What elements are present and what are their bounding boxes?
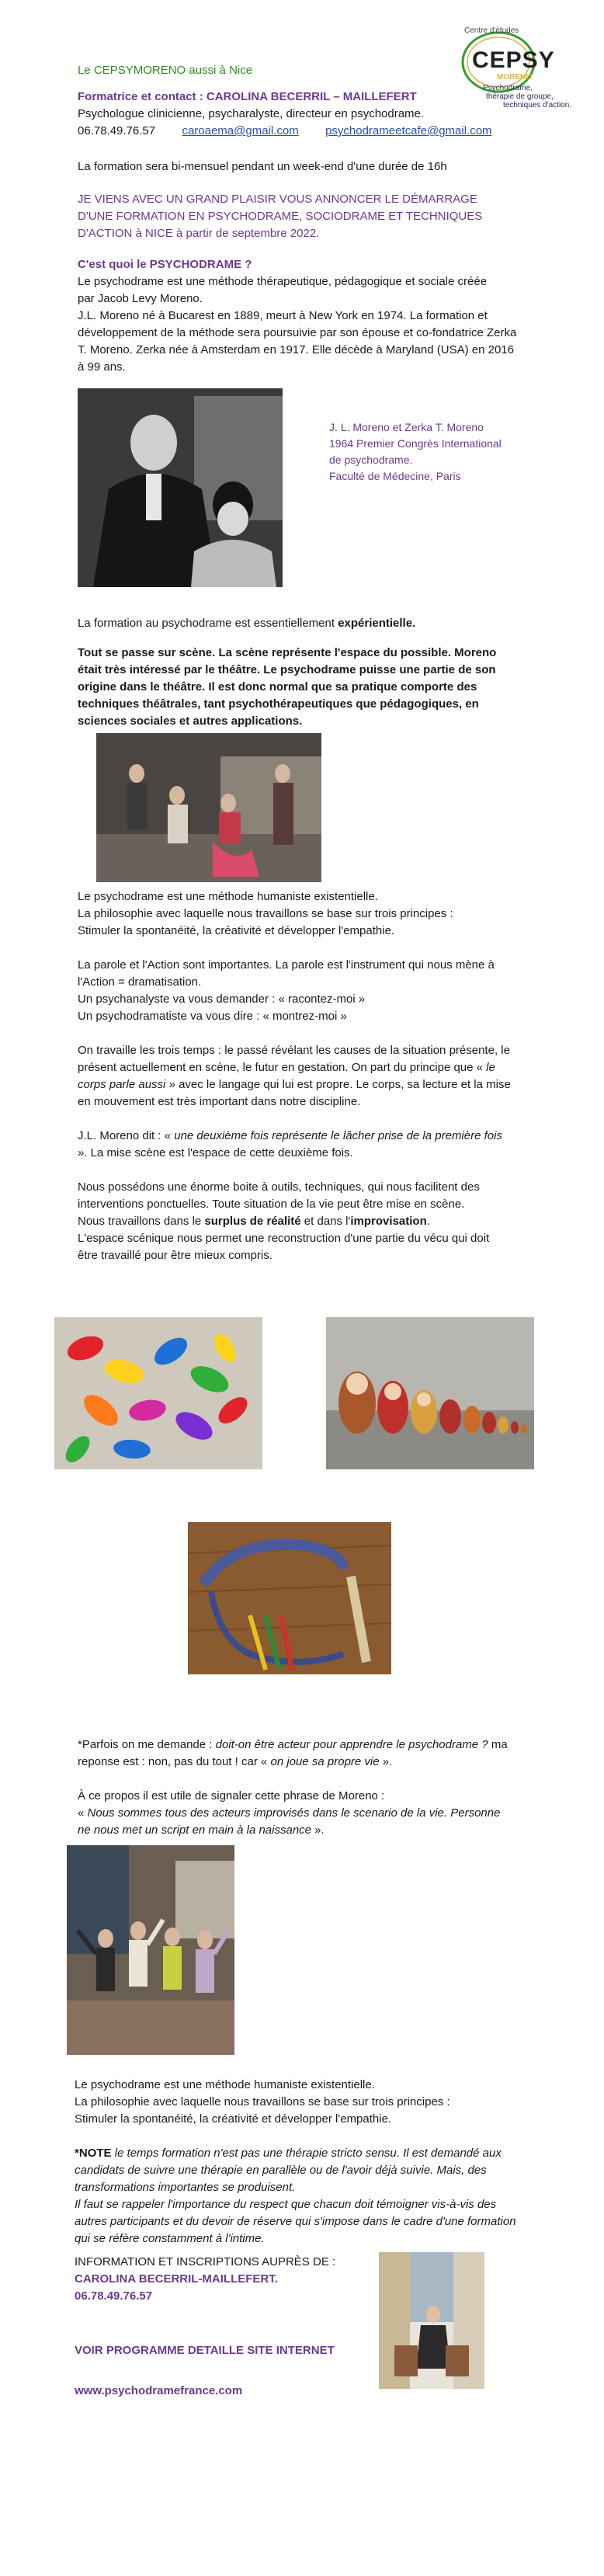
profession-line: Psychologue clinicienne, psycharalyste, directeur en psychodrame. (78, 107, 425, 120)
footer-info: INFORMATION ET INSCRIPTIONS AUPRÈS DE : (75, 2255, 336, 2268)
site-line: Le CEPSYMORENO aussi à Nice (78, 64, 253, 77)
footer-name: CAROLINA BECERRIL-MAILLEFERT. (75, 2272, 278, 2286)
photo-matryoshka-dolls (326, 1317, 534, 1469)
method2-line-1: Le psychodrame est une méthode humaniste existentielle. (75, 2078, 375, 2091)
method2-line-3: Stimuler la spontanéité, la créativité et développer l'empathie. (75, 2112, 392, 2126)
method-line-1: Le psychodrame est une méthode humaniste existentielle. (78, 890, 378, 903)
email-link-1[interactable]: caroaema@gmail.com (182, 124, 299, 137)
logo-top-text: Centre d'études (464, 26, 519, 35)
program-link[interactable]: VOIR PROGRAMME DETAILLE SITE INTERNET (75, 2344, 335, 2357)
photo-workshop-scene (96, 733, 321, 882)
cepsy-logo (458, 22, 574, 112)
logo-big-text: CEPSY (472, 47, 555, 73)
three-times-paragraph: On travaille les trois temps : le passé révélant les causes de la situation présente, le présent actuellement en scène, le futur en gestation. On part du principe que « le corps parle aussi » avec le langage qui lui est propre. Le corps, sa lecture et la mise en mouvement est très important dans notre discipline. (78, 1044, 511, 1108)
photo-group-dancing (67, 1845, 234, 2055)
photo-caption-1: J. L. Moreno et Zerka T. Moreno 1964 Premier Congrès International de psychodrame. Faculté de Médecine, Paris (329, 421, 502, 482)
photo-fabrics-floor (188, 1522, 391, 1674)
word-action-paragraph: La parole et l'Action sont importantes. La parole est l'instrument qui nous mène à l'Action = dramatisation. (78, 958, 495, 989)
analyst-line: Un psychanalyste va vous demander : « racontez-moi » (78, 993, 366, 1006)
experiential-line: La formation au psychodrame est essentiellement expérientielle. (78, 617, 416, 630)
method-line-3: Stimuler la spontanéité, la créativité et développer l'empathie. (78, 924, 395, 937)
what-is-p1: Le psychodrame est une méthode thérapeutique, pédagogique et sociale créée par Jacob Levy Moreno. (78, 275, 488, 305)
note-paragraph-2: Il faut se rappeler l'importance du respect que chacun doit témoigner vis-à-vis des autres participants et du devoir de réserve qui s'impose dans le cadre d'une formation qui se réfère constamment à l'intime. (75, 2198, 516, 2245)
footer-phone: 06.78.49.76.57 (75, 2289, 153, 2303)
method-line-2: La philosophie avec laquelle nous travaillons se base sur trois principes : (78, 907, 453, 920)
moreno-quote-paragraph: J.L. Moreno dit : « une deuxième fois représente le lâcher prise de la première fois ». La mise scène est l'espace de cette deuxième fois. (78, 1129, 502, 1159)
contact-line (78, 123, 492, 140)
contact-title: Formatrice et contact : CAROLINA BECERRIL – MAILLEFERT (78, 90, 417, 103)
scenic-space-paragraph: L'espace scénique nous permet une reconstruction d'une partie du vécu qui doit être travaillé pour être mieux compris. (78, 1232, 490, 1262)
note-paragraph: *NOTE le temps formation n'est pas une thérapie stricto sensu. Il est demandé aux candidats de suivre une thérapie en parallèle ou de l'avoir déjà suivie. Mais, des transformations importantes se produisent. (75, 2147, 502, 2194)
schedule-line: La formation sera bi-mensuel pendant un week-end d'une durée de 16h (78, 160, 447, 173)
photo-moreno-couple (78, 388, 283, 587)
email-link-2[interactable]: psychodrameetcafe@gmail.com (325, 124, 492, 137)
logo-sub-text: MORENO (497, 73, 532, 82)
what-is-heading: C'est quoi le PSYCHODRAME ? (78, 258, 252, 271)
website-link[interactable]: www.psychodramefrance.com (75, 2384, 243, 2397)
faq-moreno-quote: « Nous sommes tous des acteurs improvisés dans le scenario de la vie. Personne ne nous met un script en main à la naissance ». (78, 1806, 501, 1837)
logo-tagline: Psychodrame, thérapie de groupe, techniques d'action. (483, 84, 572, 110)
faq-intro-quote: À ce propos il est utile de signaler cette phrase de Moreno : (78, 1789, 385, 1803)
announcement: JE VIENS AVEC UN GRAND PLAISIR VOUS ANNONCER LE DÉMARRAGE D'UNE FORMATION EN PSYCHODRAME, SOCIODRAME ET TECHNIQUES D'ACTION à NICE à partir de septembre 2022. (78, 193, 483, 240)
photo-woman-window (379, 2252, 484, 2389)
stage-paragraph: Tout se passe sur scène. La scène représente l'espace du possible. Moreno était très intéressé par le théâtre. Le psychodrame puisse une partie de son origine dans le théâtre. Il est donc normal que sa pratique comporte des techniques théâtrales, tant psychothérapeutiques que pédagogiques, en sciences sociales et autres applications. (78, 646, 497, 728)
what-is-p2: J.L. Moreno né à Bucarest en 1889, meurt à New York en 1974. La formation et développement de la méthode sera poursuivie par son épouse et co-fondatrice Zerka T. Moreno. Zerka née à Amsterdam en 1917. Elle décède à Maryland (USA) en 2016 à 99 ans. (78, 309, 517, 374)
surplus-line: Nous travaillons dans le surplus de réalité et dans l'improvisation. (78, 1215, 430, 1228)
toolbox-paragraph: Nous possédons une énorme boite à outils, techniques, qui nous facilitent des interventions ponctuelles. Toute situation de la vie peut être mise en scène. (78, 1180, 480, 1211)
faq-paragraph: *Parfois on me demande : doit-on être acteur pour apprendre le psychodrame ? ma reponse est : non, pas du tout ! car « on joue sa propre vie ». (78, 1738, 508, 1768)
photo-balloons (54, 1317, 262, 1469)
phone-number: 06.78.49.76.57 (78, 124, 156, 137)
method2-line-2: La philosophie avec laquelle nous travaillons se base sur trois principes : (75, 2095, 450, 2108)
dramatist-line: Un psychodramatiste va vous dire : « montrez-moi » (78, 1010, 347, 1023)
